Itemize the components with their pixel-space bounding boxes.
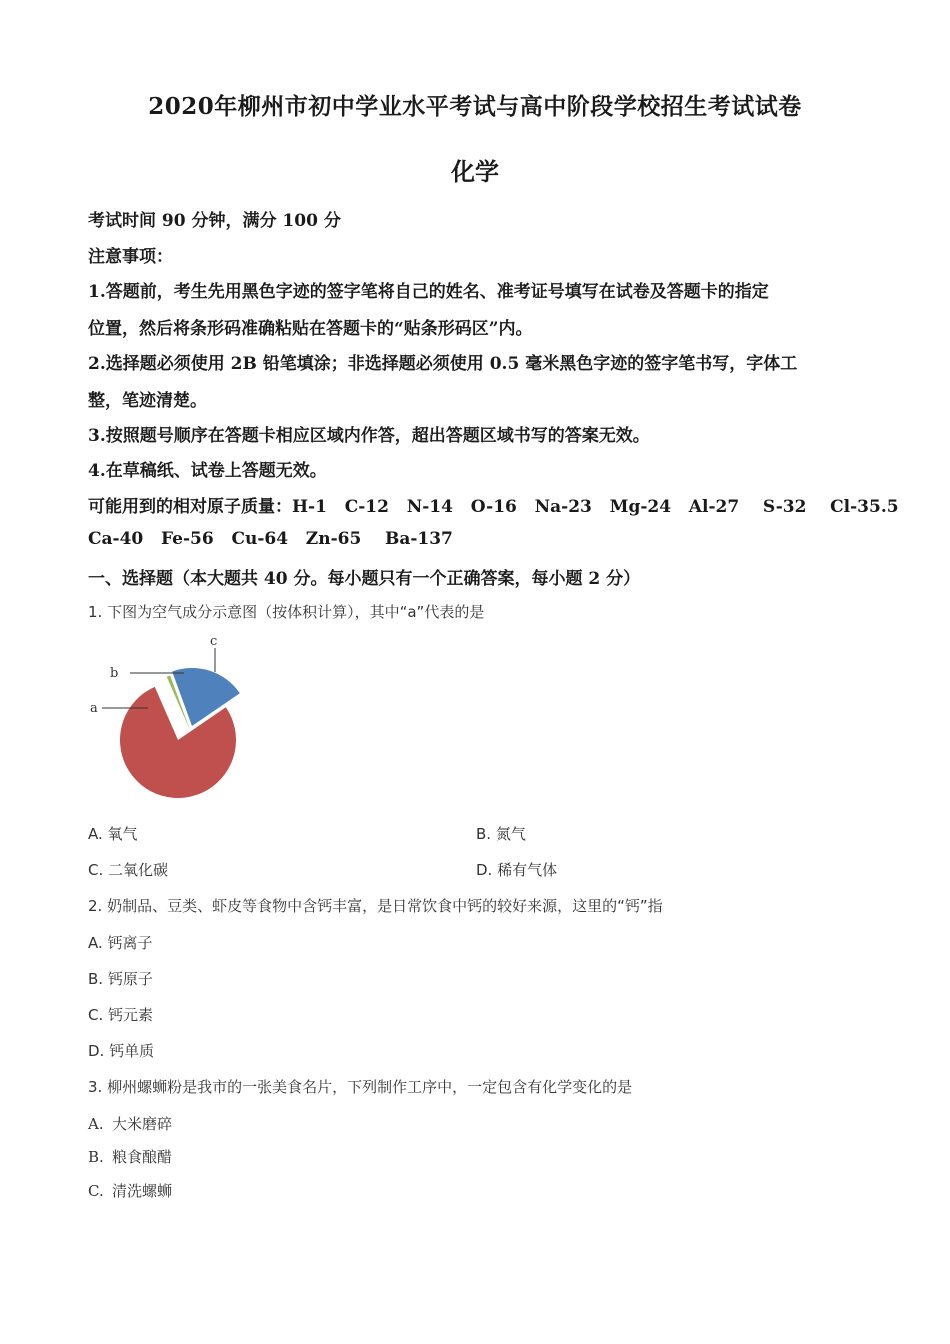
q1-option-a: A. 氧气: [88, 825, 138, 843]
q3-option-a: [88, 1113, 172, 1134]
note-2-line-1: 2.选择题必须使用 2B 铅笔填涂；非选择题必须使用 0.5 毫米黑色字迹的签字笔书写，字体工: [88, 354, 798, 374]
q2-option-d: D. 钙单质: [88, 1042, 155, 1060]
notes-heading: 注意事项：: [88, 247, 173, 267]
exam-title: 2020年柳州市初中学业水平考试与高中阶段学校招生考试试卷: [148, 93, 802, 120]
note-3: 3.按照题号顺序在答题卡相应区域内作答，超出答题区域书写的答案无效。: [88, 426, 650, 446]
atomic-masses-line-1: 可能用到的相对原子质量：H-1 C-12 N-14 O-16 Na-23 Mg-24 Al-27 S-32 Cl-35.5: [88, 497, 899, 517]
question-1-stem: 1. 下图为空气成分示意图（按体积计算），其中“a”代表的是: [88, 603, 485, 621]
section-heading: 一、选择题（本大题共 40 分。每小题只有一个正确答案，每小题 2 分）: [88, 569, 641, 589]
note-1-line-1: 1.答题前，考生先用黑色字迹的签字笔将自己的姓名、准考证号填写在试卷及答题卡的指定: [88, 282, 769, 302]
note-2-line-2: 整，笔迹清楚。: [88, 391, 207, 411]
q2-option-a: A. 钙离子: [88, 934, 153, 952]
pie-label-a: a: [90, 701, 98, 716]
q3-option-a-key: A.: [88, 1115, 104, 1133]
q2-option-b: B. 钙原子: [88, 970, 153, 988]
q1-option-d: D. 稀有气体: [476, 861, 558, 879]
question-3-stem: 3. 柳州螺蛳粉是我市的一张美食名片，下列制作工序中，一定包含有化学变化的是: [88, 1078, 633, 1096]
question-2-stem: 2. 奶制品、豆类、虾皮等食物中含钙丰富，是日常饮食中钙的较好来源，这里的“钙”指: [88, 897, 663, 915]
q3-option-b: [88, 1146, 172, 1167]
q2-option-c: C. 钙元素: [88, 1006, 154, 1024]
note-4: 4.在草稿纸、试卷上答题无效。: [88, 461, 327, 481]
q1-option-b: B. 氮气: [476, 825, 526, 843]
q3-option-c-text: 清洗螺蛳: [112, 1182, 173, 1200]
q3-option-a-text: 大米磨碎: [112, 1115, 173, 1133]
note-1-line-2: 位置，然后将条形码准确粘贴在答题卡的“贴条形码区”内。: [88, 319, 533, 339]
pie-label-c: c: [210, 634, 218, 649]
pie-label-b: b: [110, 666, 119, 681]
atomic-masses-line-2: Ca-40 Fe-56 Cu-64 Zn-65 Ba-137: [88, 529, 453, 549]
exam-info: 考试时间 90 分钟，满分 100 分: [88, 211, 341, 231]
subject-title: 化学: [451, 157, 499, 186]
q3-option-b-text: 粮食酿醋: [112, 1148, 173, 1166]
q1-option-c: C. 二氧化碳: [88, 861, 169, 879]
air-composition-pie-chart: [80, 630, 270, 810]
q3-option-c-key: C.: [88, 1182, 104, 1200]
q3-option-c: [88, 1180, 172, 1201]
q3-option-b-key: B.: [88, 1148, 104, 1166]
